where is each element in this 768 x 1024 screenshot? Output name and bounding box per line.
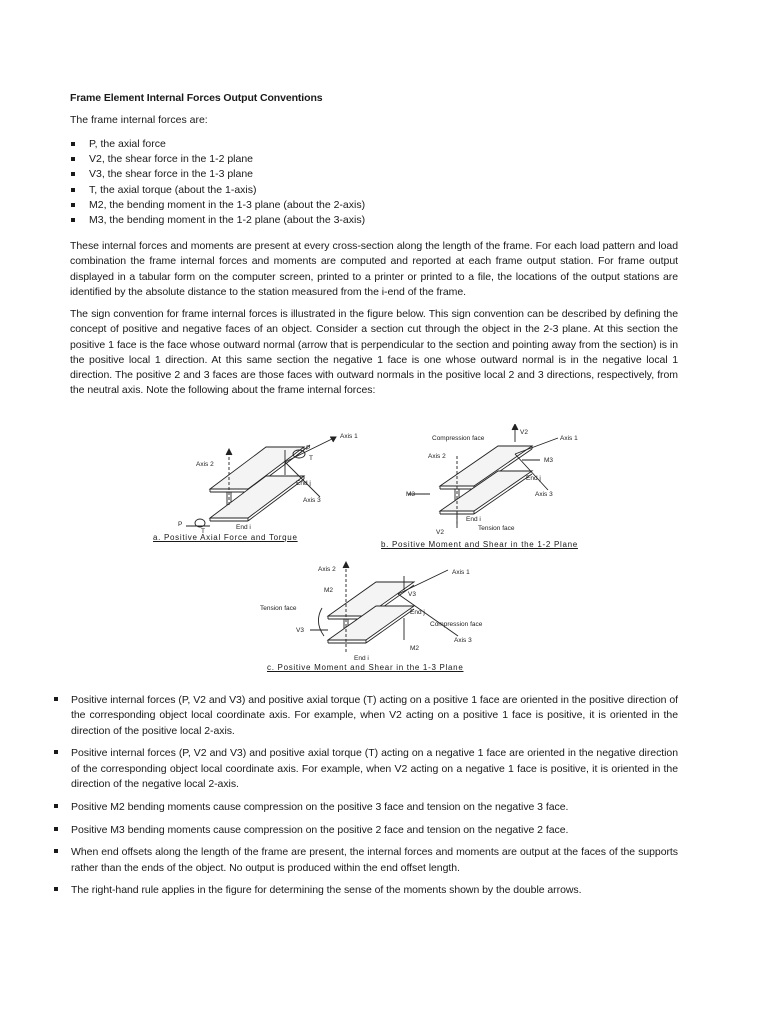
list-item-text: T, the axial torque (about the 1-axis) [89,183,257,196]
list-item-text: The right-hand rule applies in the figure for determining the sense of the moments shown by the double arrows. [71,884,582,897]
fig-b-compression-face-label: Compression face [432,435,485,442]
fig-b-axis2-label: Axis 2 [428,453,446,460]
intro-text: The frame internal forces are: [70,114,208,126]
fig-b-tension-face-label: Tension face [478,525,515,532]
fig-a-axis2-label: Axis 2 [196,461,214,468]
fig-c-tension-face-label: Tension face [260,605,297,612]
figure-b-caption: b. Positive Moment and Shear in the 1-2 Plane [381,540,578,549]
bullet-square-icon [71,172,75,176]
list-item-text: Positive M2 bending moments cause compression on the positive 3 face and tension on the negative 3 face. [71,800,569,813]
bullet-square-icon [54,697,58,701]
list-item-text: V3, the shear force in the 1-3 plane [89,168,254,181]
list-item-text: M3, the bending moment in the 1-2 plane (about the 3-axis) [89,214,366,227]
fig-c-v3-left-label: V3 [296,627,304,634]
list-item [54,823,678,838]
forces-list [70,137,365,228]
list-item [70,167,365,182]
fig-b-end-j-label: End j [526,475,541,482]
fig-c-end-i-label: End i [354,655,369,662]
fig-c-axis1-label: Axis 1 [452,569,470,576]
list-item [70,183,365,198]
fig-a-t-bottom-label: T [201,528,205,533]
fig-c-end-j-label: End j [410,609,425,616]
bullet-square-icon [71,142,75,146]
list-item [70,152,365,167]
fig-a-axis1-label: Axis 1 [340,433,358,440]
fig-c-m2-top-label: M2 [324,587,334,594]
bullet-square-icon [54,750,58,754]
list-item [54,800,678,815]
list-item-text: Positive internal forces (P, V2 and V3) and positive axial torque (T) acting on a positive 1 face are oriented in the positive direction of the corresponding object local coordinate axis. For example, when V2 acting on a positive 1 face is positive, it is oriented in the direction of the positive local 2-axis. [71,694,678,737]
bullet-square-icon [54,849,58,853]
paragraph-output-stations: These internal forces and moments are present at every cross-section along the length of the frame. For each load pattern and load combination the frame internal forces and moments are computed and reported at each frame output station. For frame output displayed in a tabular form on the computer screen, printed to a printer or printed to a file, the locations of the output stations are identified by the absolute distance to the station measured from the i-end of the frame. [70,240,678,298]
list-item-text: P, the axial force [89,138,166,150]
bullet-square-icon [71,188,75,192]
fig-a-axis3-label: Axis 3 [303,497,321,504]
fig-a-p-top-label: P [306,445,311,452]
fig-c-m2-bottom-label: M2 [410,645,420,652]
figure-a-caption: a. Positive Axial Force and Torque [153,533,298,542]
bullet-square-icon [71,203,75,207]
figure-b-diagram [400,424,590,536]
list-item [54,746,678,792]
fig-a-end-j-label: End j [296,480,311,487]
list-item [54,883,678,898]
figure-a-axial-force-torque [153,425,368,542]
list-item [70,137,365,152]
figure-b-moment-shear-1-2 [381,424,590,549]
fig-b-axis1-label: Axis 1 [560,435,578,442]
paragraph-sign-convention: The sign convention for frame internal forces is illustrated in the figure below. This sign convention can be described by defining the concept of positive and negative faces of an object. Consider a section cut through the object in the 2-3 plane. At this section the positive 1 face is the face whose outward normal (arrow that is perpendicular to the section and pointing away from the section) is in the positive local 1 direction. At this same section the negative 1 face is one whose outward normal is in the negative local 1 direction. The positive 2 and 3 faces are those faces with outward normals in the positive local 2 and 3 directions, respectively, from the neutral axis. Note the following about the frame internal forces: [70,308,678,397]
bullet-square-icon [54,827,58,831]
list-item-text: Positive internal forces (P, V2 and V3) and positive axial torque (T) acting on a negative 1 face are oriented in the negative direction of the corresponding object local coordinate axis. For example, when V2 acting on a negative 1 face is positive, it is oriented in the direction of the negative local 2-axis. [71,747,678,790]
list-item-text: When end offsets along the length of the frame are present, the internal forces and moments are output at the faces of the supports rather than the ends of the object. No output is produced within the end offset length. [71,846,678,874]
fig-b-m3-left-label: M3 [406,491,416,498]
figure-c-caption: c. Positive Moment and Shear in the 1-3 Plane [267,663,464,672]
fig-b-v2-top-label: V2 [520,429,528,436]
fig-c-compression-face-label: Compression face [430,621,483,628]
list-item [70,198,365,213]
fig-c-v3-right-label: V3 [408,591,416,598]
fig-b-m3-right-label: M3 [544,457,554,464]
page-title: Frame Element Internal Forces Output Conventions [70,92,323,104]
fig-a-end-i-label: End i [236,524,251,531]
fig-a-t-top-label: T [309,455,313,462]
notes-list [54,693,678,906]
fig-a-p-bottom-label: P [178,521,183,528]
list-item-text: M2, the bending moment in the 1-3 plane (about the 2-axis) [89,198,366,211]
list-item [54,693,678,739]
bullet-square-icon [54,804,58,808]
fig-b-end-i-label: End i [466,516,481,523]
fig-c-axis2-label: Axis 2 [318,566,336,573]
bullet-square-icon [71,218,75,222]
list-item [54,845,678,876]
list-item-text: V2, the shear force in the 1-2 plane [89,153,254,166]
fig-b-axis3-label: Axis 3 [535,491,553,498]
figure-c-moment-shear-1-3 [258,560,488,672]
figure-c-diagram [258,560,488,666]
fig-c-axis3-label: Axis 3 [454,637,472,644]
fig-b-v2-bottom-label: V2 [436,529,444,536]
list-item-text: Positive M3 bending moments cause compression on the positive 2 face and tension on the negative 2 face. [71,823,569,836]
figure-a-diagram [168,425,368,533]
bullet-square-icon [71,157,75,161]
bullet-square-icon [54,887,58,891]
list-item [70,213,365,228]
